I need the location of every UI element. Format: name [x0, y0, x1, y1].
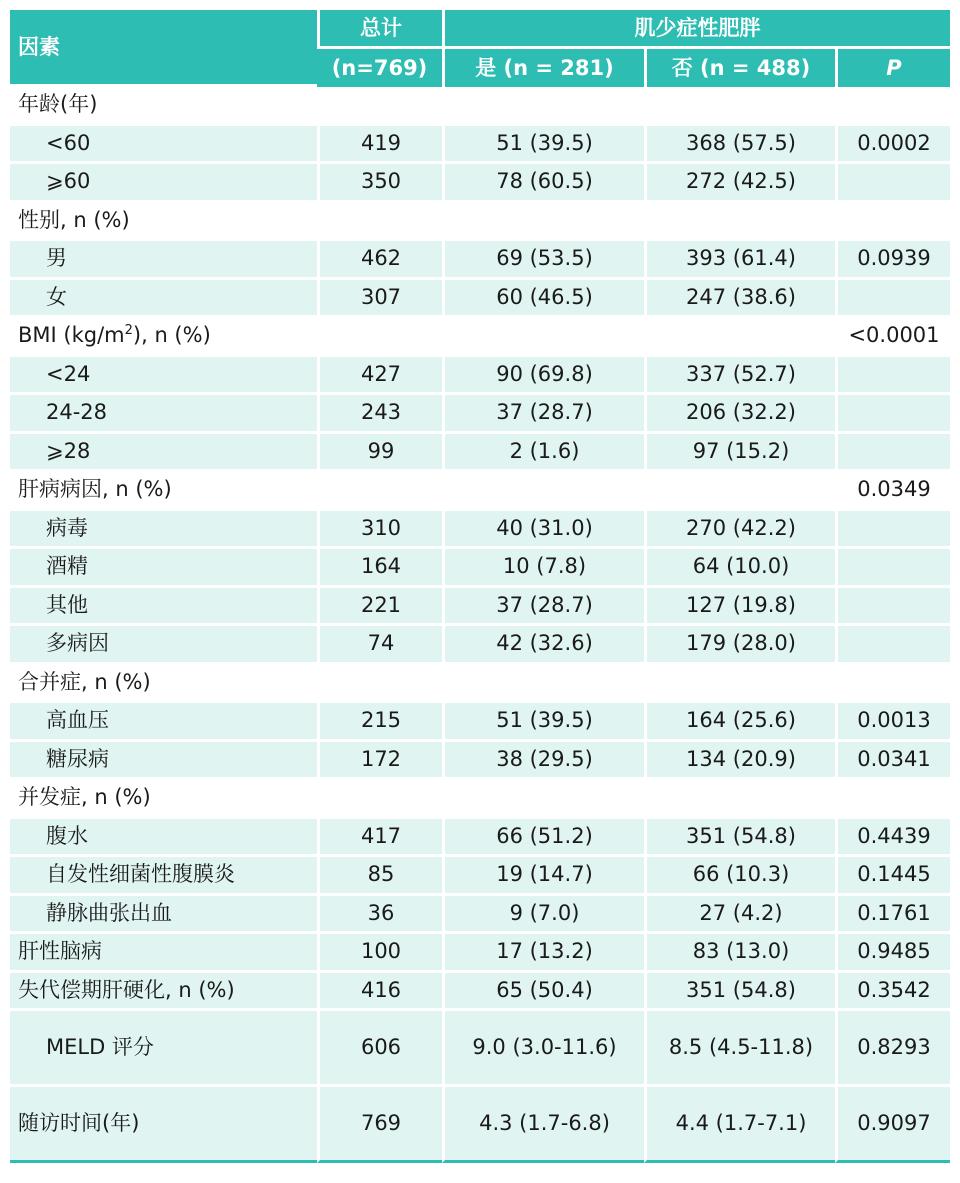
cell-p: 0.3542 — [835, 973, 950, 1012]
cell-yes: 37 (28.7) — [442, 588, 644, 627]
cell-no: 247 (38.6) — [644, 280, 835, 319]
cell-yes — [442, 87, 644, 126]
sarcopenic-obesity-table — [10, 10, 950, 1163]
cell-yes: 10 (7.8) — [442, 549, 644, 588]
cell-total: 36 — [317, 896, 442, 935]
cell-total: 100 — [317, 934, 442, 973]
table-row — [10, 87, 950, 126]
table-row — [10, 819, 950, 858]
row-label: 随访时间(年) — [10, 1087, 317, 1163]
cell-p: 0.1445 — [835, 857, 950, 896]
table-row — [10, 241, 950, 280]
cell-no: 27 (4.2) — [644, 896, 835, 935]
table-row — [10, 164, 950, 203]
cell-no: 97 (15.2) — [644, 434, 835, 473]
cell-total: 310 — [317, 511, 442, 550]
table-row — [10, 472, 950, 511]
row-label: 其他 — [10, 588, 317, 627]
cell-no: 206 (32.2) — [644, 395, 835, 434]
cell-total: 74 — [317, 626, 442, 665]
cell-yes — [442, 665, 644, 704]
cell-yes: 19 (14.7) — [442, 857, 644, 896]
table-header — [10, 10, 950, 87]
cell-no — [644, 203, 835, 242]
cell-yes: 38 (29.5) — [442, 742, 644, 781]
cell-yes: 9.0 (3.0-11.6) — [442, 1011, 644, 1087]
cell-total — [317, 318, 442, 357]
row-label: 肝性脑病 — [10, 934, 317, 973]
cell-total: 221 — [317, 588, 442, 627]
row-label: 自发性细菌性腹膜炎 — [10, 857, 317, 896]
table-row — [10, 934, 950, 973]
cell-p: 0.9097 — [835, 1087, 950, 1163]
table-row — [10, 973, 950, 1012]
bmi-label-sup: 2 — [124, 323, 133, 339]
row-label: 高血压 — [10, 703, 317, 742]
table-row — [10, 896, 950, 935]
cell-p — [835, 357, 950, 396]
row-label: 男 — [10, 241, 317, 280]
cell-yes: 65 (50.4) — [442, 973, 644, 1012]
cell-total: 85 — [317, 857, 442, 896]
cell-no — [644, 472, 835, 511]
cell-yes: 51 (39.5) — [442, 126, 644, 165]
cell-total: 350 — [317, 164, 442, 203]
cell-yes — [442, 472, 644, 511]
header-yes: 是 (n = 281) — [442, 49, 644, 87]
header-group: 肌少症性肥胖 — [442, 10, 950, 49]
table-row — [10, 665, 950, 704]
cell-p — [835, 588, 950, 627]
row-label — [10, 318, 317, 357]
cell-total: 215 — [317, 703, 442, 742]
cell-p — [835, 87, 950, 126]
header-p: P — [835, 49, 950, 87]
cell-total: 427 — [317, 357, 442, 396]
cell-yes: 66 (51.2) — [442, 819, 644, 858]
table-row — [10, 549, 950, 588]
cell-yes: 4.3 (1.7-6.8) — [442, 1087, 644, 1163]
cell-p — [835, 549, 950, 588]
cell-total — [317, 780, 442, 819]
table-row — [10, 395, 950, 434]
table-row — [10, 318, 950, 357]
header-total: 总计 — [317, 10, 442, 49]
row-label: 腹水 — [10, 819, 317, 858]
table-row — [10, 1087, 950, 1163]
cell-yes: 90 (69.8) — [442, 357, 644, 396]
cell-yes — [442, 203, 644, 242]
cell-total: 164 — [317, 549, 442, 588]
cell-no: 4.4 (1.7-7.1) — [644, 1087, 835, 1163]
cell-total: 606 — [317, 1011, 442, 1087]
row-label: 女 — [10, 280, 317, 319]
cell-yes: 51 (39.5) — [442, 703, 644, 742]
cell-p — [835, 164, 950, 203]
cell-total: 769 — [317, 1087, 442, 1163]
cell-no: 83 (13.0) — [644, 934, 835, 973]
cell-total: 99 — [317, 434, 442, 473]
row-label: 酒精 — [10, 549, 317, 588]
cell-total: 417 — [317, 819, 442, 858]
cell-p — [835, 434, 950, 473]
table-row — [10, 511, 950, 550]
row-label: 24-28 — [10, 395, 317, 434]
cell-no: 8.5 (4.5-11.8) — [644, 1011, 835, 1087]
cell-no — [644, 87, 835, 126]
cell-no — [644, 665, 835, 704]
row-label: 合并症, n (%) — [10, 665, 317, 704]
cell-no: 393 (61.4) — [644, 241, 835, 280]
row-label: <24 — [10, 357, 317, 396]
table-row — [10, 1011, 950, 1087]
cell-no: 337 (52.7) — [644, 357, 835, 396]
cell-total — [317, 87, 442, 126]
cell-p: 0.0349 — [835, 472, 950, 511]
cell-total: 172 — [317, 742, 442, 781]
cell-p — [835, 665, 950, 704]
cell-yes: 9 (7.0) — [442, 896, 644, 935]
header-factor: 因素 — [10, 10, 317, 87]
table-row — [10, 434, 950, 473]
row-label: MELD 评分 — [10, 1011, 317, 1087]
row-label: 年龄(年) — [10, 87, 317, 126]
cell-p — [835, 626, 950, 665]
bmi-label-pre: BMI (kg/m — [18, 323, 125, 348]
cell-p — [835, 511, 950, 550]
cell-total: 243 — [317, 395, 442, 434]
row-label: 性别, n (%) — [10, 203, 317, 242]
cell-p: 0.0002 — [835, 126, 950, 165]
cell-yes: 69 (53.5) — [442, 241, 644, 280]
cell-no: 134 (20.9) — [644, 742, 835, 781]
cell-no — [644, 318, 835, 357]
cell-yes: 78 (60.5) — [442, 164, 644, 203]
cell-p: 0.1761 — [835, 896, 950, 935]
header-total-n: (n=769) — [317, 49, 442, 87]
cell-total — [317, 203, 442, 242]
cell-yes — [442, 318, 644, 357]
cell-total — [317, 472, 442, 511]
table-row — [10, 857, 950, 896]
row-label: <60 — [10, 126, 317, 165]
cell-no: 66 (10.3) — [644, 857, 835, 896]
cell-p — [835, 203, 950, 242]
row-label: 静脉曲张出血 — [10, 896, 317, 935]
table-row — [10, 357, 950, 396]
cell-p — [835, 280, 950, 319]
cell-total: 419 — [317, 126, 442, 165]
cell-yes: 60 (46.5) — [442, 280, 644, 319]
cell-p — [835, 780, 950, 819]
row-label: 病毒 — [10, 511, 317, 550]
cell-yes: 37 (28.7) — [442, 395, 644, 434]
table-row — [10, 203, 950, 242]
cell-no: 64 (10.0) — [644, 549, 835, 588]
cell-p: 0.0013 — [835, 703, 950, 742]
cell-p — [835, 395, 950, 434]
header-no: 否 (n = 488) — [644, 49, 835, 87]
row-label: ⩾60 — [10, 164, 317, 203]
cell-p: 0.0939 — [835, 241, 950, 280]
row-label: ⩾28 — [10, 434, 317, 473]
cell-no: 351 (54.8) — [644, 973, 835, 1012]
table-row — [10, 588, 950, 627]
cell-no: 351 (54.8) — [644, 819, 835, 858]
cell-p: 0.0341 — [835, 742, 950, 781]
cell-no: 164 (25.6) — [644, 703, 835, 742]
cell-no: 272 (42.5) — [644, 164, 835, 203]
cell-p: 0.4439 — [835, 819, 950, 858]
cell-total: 462 — [317, 241, 442, 280]
row-label: 并发症, n (%) — [10, 780, 317, 819]
cell-p: <0.0001 — [835, 318, 950, 357]
cell-yes — [442, 780, 644, 819]
cell-p: 0.8293 — [835, 1011, 950, 1087]
cell-no: 127 (19.8) — [644, 588, 835, 627]
table-row — [10, 626, 950, 665]
row-label: 多病因 — [10, 626, 317, 665]
cell-yes: 17 (13.2) — [442, 934, 644, 973]
cell-total: 416 — [317, 973, 442, 1012]
cell-no: 179 (28.0) — [644, 626, 835, 665]
cell-yes: 2 (1.6) — [442, 434, 644, 473]
cell-yes: 42 (32.6) — [442, 626, 644, 665]
cell-total — [317, 665, 442, 704]
cell-total: 307 — [317, 280, 442, 319]
row-label: 肝病病因, n (%) — [10, 472, 317, 511]
table-row — [10, 280, 950, 319]
table-body — [10, 87, 950, 1163]
cell-no: 368 (57.5) — [644, 126, 835, 165]
table-row — [10, 126, 950, 165]
cell-no — [644, 780, 835, 819]
row-label: 糖尿病 — [10, 742, 317, 781]
row-label: 失代偿期肝硬化, n (%) — [10, 973, 317, 1012]
bmi-label-post: ), n (%) — [132, 323, 211, 348]
table-row — [10, 780, 950, 819]
cell-yes: 40 (31.0) — [442, 511, 644, 550]
table-row — [10, 703, 950, 742]
cell-p: 0.9485 — [835, 934, 950, 973]
table-row — [10, 742, 950, 781]
cell-no: 270 (42.2) — [644, 511, 835, 550]
